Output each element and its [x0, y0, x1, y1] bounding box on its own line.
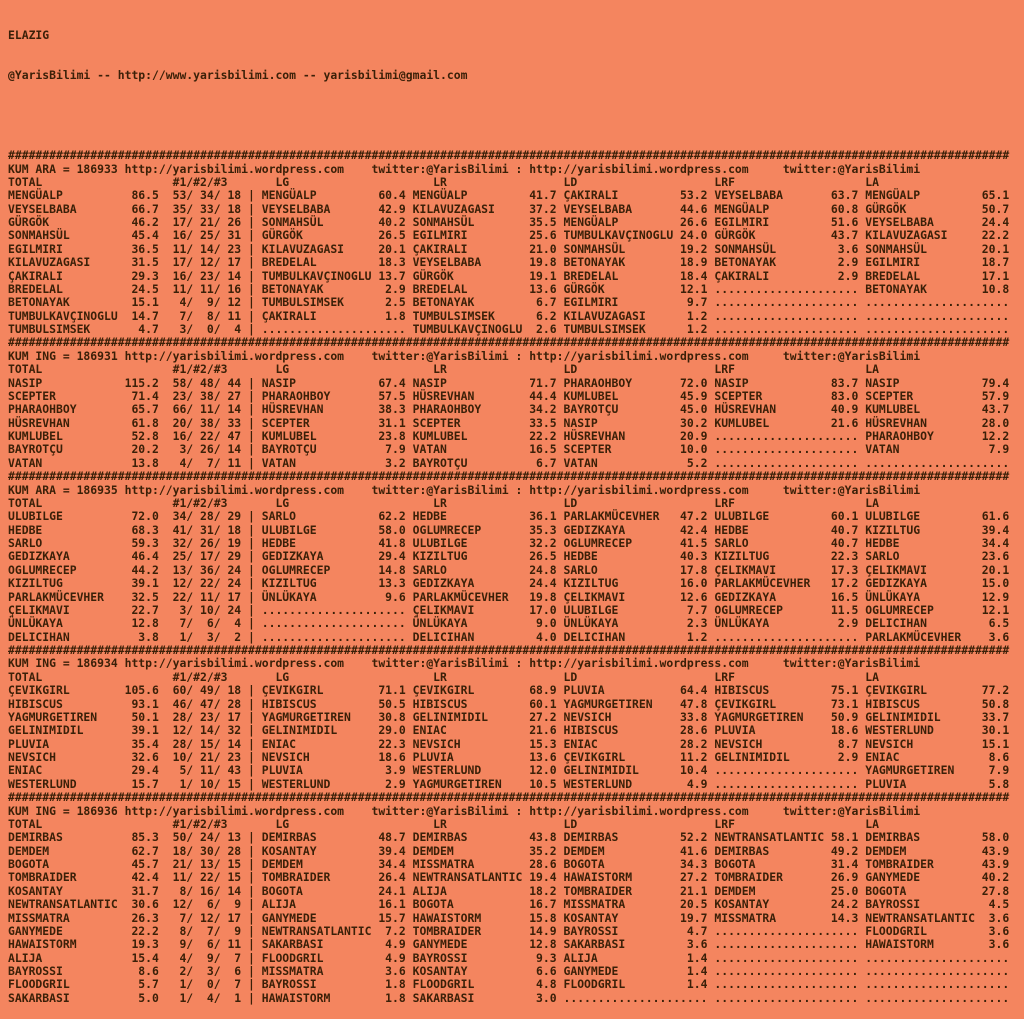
- table-row: TUMBULKAVÇINOGLU 14.7 7/ 8/ 11 | ÇAKIRALI 1.8 TUMBULSIMSEK 6.2 KILAVUZAGASI 1.2 ..................... .....................: [8, 308, 1010, 323]
- table-row: GANYMEDE 22.2 8/ 7/ 9 | NEWTRANSATLANTIC 7.2 TOMBRAIDER 14.9 BAYROSSI 4.7 ..................... FLOODGRIL 3.6: [8, 923, 1010, 938]
- stats-sections: [8, 149, 1024, 1005]
- table-row: PARLAKMÜCEVHER 32.5 22/ 11/ 17 | ÜNLÜKAYA 9.6 PARLAKMÜCEVHER 19.8 ÇELIKMAVI 12.6 GEDIZKAYA 16.5 ÜNLÜKAYA 12.9: [8, 589, 1010, 604]
- table-row: ÇAKIRALI 29.3 16/ 23/ 14 | TUMBULKAVÇINOGLU 13.7 GÜRGÖK 19.1 BREDELAL 18.4 ÇAKIRALI 2.9 BREDELAL 17.1: [8, 268, 1010, 283]
- separator-line: ##################################################################################################################################################: [8, 643, 1010, 657]
- table-row: ALIJA 15.4 4/ 9/ 7 | FLOODGRIL 4.9 BAYROSSI 9.3 ALIJA 1.4 ..................... .....................: [8, 950, 1010, 965]
- table-row: VEYSELBABA 66.7 35/ 33/ 18 | VEYSELBABA 42.9 KILAVUZAGASI 37.2 VEYSELBABA 44.6 MENGÜALP 60.8 GÜRGÖK 50.7: [8, 201, 1010, 216]
- table-row: ENIAC 29.4 5/ 11/ 43 | PLUVIA 3.9 WESTERLUND 12.0 GELINIMIDIL 10.4 ..................... YAGMURGETIREN 7.9: [8, 763, 1010, 778]
- table-row: PLUVIA 35.4 28/ 15/ 14 | ENIAC 22.3 NEVSICH 15.3 ENIAC 28.2 NEVSICH 8.7 NEVSICH 15.1: [8, 736, 1010, 751]
- table-row: SAKARBASI 5.0 1/ 4/ 1 | HAWAISTORM 1.8 SAKARBASI 3.0 ..................... ..................... .....................: [8, 990, 1010, 1005]
- table-row: HAWAISTORM 19.3 9/ 6/ 11 | SAKARBASI 4.9 GANYMEDE 12.8 SAKARBASI 3.6 ..................... HAWAISTORM 3.6: [8, 937, 1010, 952]
- table-row: BAYROTÇU 20.2 3/ 26/ 14 | BAYROTÇU 7.9 VATAN 16.5 SCEPTER 10.0 ..................... VATAN 7.9: [8, 442, 1010, 457]
- table-row: BREDELAL 24.5 11/ 11/ 16 | BETONAYAK 2.9 BREDELAL 13.6 GÜRGÖK 12.1 ..................... BETONAYAK 10.8: [8, 281, 1010, 296]
- table-row: FLOODGRIL 5.7 1/ 0/ 7 | BAYROSSI 1.8 FLOODGRIL 4.8 FLOODGRIL 1.4 ..................... .....................: [8, 977, 1010, 992]
- section-header: KUM ING = 186934 http://yarisbilimi.wordpress.com twitter:@YarisBilimi : http://yarisbilimi.wordpress.com twitter:@YarisBilimi: [8, 656, 921, 671]
- section-header: KUM ARA = 186933 http://yarisbilimi.wordpress.com twitter:@YarisBilimi : http://yarisbilimi.wordpress.com twitter:@YarisBilimi: [8, 161, 921, 176]
- table-row: EGILMIRI 36.5 11/ 14/ 23 | KILAVUZAGASI 20.1 ÇAKIRALI 21.0 SONMAHSÜL 19.2 SONMAHSÜL 3.6 SONMAHSÜL 20.1: [8, 241, 1010, 256]
- table-row: ÇELIKMAVI 22.7 3/ 10/ 24 | ..................... ÇELIKMAVI 17.0 ULUBILGE 7.7 OGLUMRECEP 11.5 OGLUMRECEP 12.1: [8, 602, 1010, 617]
- table-row: DEMIRBAS 85.3 50/ 24/ 13 | DEMIRBAS 48.7 DEMIRBAS 43.8 DEMIRBAS 52.2 NEWTRANSATLANTIC 58.1 DEMIRBAS 58.0: [8, 830, 1010, 845]
- column-header-row: TOTAL #1/#2/#3 LG LR LD LRF LA: [8, 669, 879, 684]
- table-row: ÜNLÜKAYA 12.8 7/ 6/ 4 | ..................... ÜNLÜKAYA 9.0 ÜNLÜKAYA 2.3 ÜNLÜKAYA 2.9 DELICIHAN 6.5: [8, 616, 1010, 631]
- table-row: KIZILTUG 39.1 12/ 22/ 24 | KIZILTUG 13.3 GEDIZKAYA 24.4 KIZILTUG 16.0 PARLAKMÜCEVHER 17.2 GEDIZKAYA 15.0: [8, 576, 1010, 591]
- table-row: MISSMATRA 26.3 7/ 12/ 17 | GANYMEDE 15.7 HAWAISTORM 15.8 KOSANTAY 19.7 MISSMATRA 14.3 NEWTRANSATLANTIC 3.6: [8, 910, 1010, 925]
- table-row: DEMDEM 62.7 18/ 30/ 28 | KOSANTAY 39.4 DEMDEM 35.2 DEMDEM 41.6 DEMIRBAS 49.2 DEMDEM 43.9: [8, 843, 1010, 858]
- table-row: ULUBILGE 72.0 34/ 28/ 29 | SARLO 62.2 HEDBE 36.1 PARLAKMÜCEVHER 47.2 ULUBILGE 60.1 ULUBILGE 61.6: [8, 509, 1010, 524]
- table-row: TUMBULSIMSEK 4.7 3/ 0/ 4 | ..................... TUMBULKAVÇINOGLU 2.6 TUMBULSIMSEK 1.2 ..................... .....................: [8, 322, 1010, 336]
- table-row: BAYROSSI 8.6 2/ 3/ 6 | MISSMATRA 3.6 KOSANTAY 6.6 GANYMEDE 1.4 ..................... .....................: [8, 964, 1010, 978]
- table-row: TOMBRAIDER 42.4 11/ 22/ 15 | TOMBRAIDER 26.4 NEWTRANSATLANTIC 19.4 HAWAISTORM 27.2 TOMBRAIDER 26.9 GANYMEDE 40.2: [8, 870, 1010, 885]
- table-row: KOSANTAY 31.7 8/ 16/ 14 | BOGOTA 24.1 ALIJA 18.2 TOMBRAIDER 21.1 DEMDEM 25.0 BOGOTA 27.8: [8, 883, 1010, 898]
- section-header: KUM ARA = 186935 http://yarisbilimi.wordpress.com twitter:@YarisBilimi : http://yarisbilimi.wordpress.com twitter:@YarisBilimi: [8, 482, 921, 497]
- table-row: GELINIMIDIL 39.1 12/ 14/ 32 | GELINIMIDIL 29.0 ENIAC 21.6 HIBISCUS 28.6 PLUVIA 18.6 WESTERLUND 30.1: [8, 723, 1010, 738]
- separator-line: ##################################################################################################################################################: [8, 469, 1010, 484]
- table-row: OGLUMRECEP 44.2 13/ 36/ 24 | OGLUMRECEP 14.8 SARLO 24.8 SARLO 17.8 ÇELIKMAVI 17.3 ÇELIKMAVI 20.1: [8, 562, 1010, 577]
- table-row: DELICIHAN 3.8 1/ 3/ 2 | ..................... DELICIHAN 4.0 DELICIHAN 1.2 ..................... PARLAKMÜCEVHER 3.6: [8, 629, 1010, 644]
- table-row: GEDIZKAYA 46.4 25/ 17/ 29 | GEDIZKAYA 29.4 KIZILTUG 26.5 HEDBE 40.3 KIZILTUG 22.3 SARLO 23.6: [8, 549, 1010, 564]
- table-row: YAGMURGETIREN 50.1 28/ 23/ 17 | YAGMURGETIREN 30.8 GELINIMIDIL 27.2 NEVSICH 33.8 YAGMURGETIREN 50.9 GELINIMIDIL 33.7: [8, 709, 1010, 724]
- page-location: ELAZIG: [8, 27, 50, 42]
- table-row: HIBISCUS 93.1 46/ 47/ 28 | HIBISCUS 50.5 HIBISCUS 60.1 YAGMURGETIREN 47.8 ÇEVIKGIRL 73.1 HIBISCUS 50.8: [8, 696, 1010, 711]
- table-row: ÇEVIKGIRL 105.6 60/ 49/ 18 | ÇEVIKGIRL 71.1 ÇEVIKGIRL 68.9 PLUVIA 64.4 HIBISCUS 75.1 ÇEVIKGIRL 77.2: [8, 683, 1010, 698]
- table-row: BETONAYAK 15.1 4/ 9/ 12 | TUMBULSIMSEK 2.5 BETONAYAK 6.7 EGILMIRI 9.7 ..................... .....................: [8, 295, 1010, 310]
- table-row: KILAVUZAGASI 31.5 17/ 12/ 17 | BREDELAL 18.3 VEYSELBABA 19.8 BETONAYAK 18.9 BETONAYAK 2.9 EGILMIRI 18.7: [8, 255, 1010, 270]
- column-header-row: TOTAL #1/#2/#3 LG LR LD LRF LA: [8, 495, 879, 510]
- table-row: SONMAHSÜL 45.4 16/ 25/ 31 | GÜRGÖK 26.5 EGILMIRI 25.6 TUMBULKAVÇINOGLU 24.0 GÜRGÖK 43.7 KILAVUZAGASI 22.2: [8, 228, 1010, 243]
- table-row: NASIP 115.2 58/ 48/ 44 | NASIP 67.4 NASIP 71.7 PHARAOHBOY 72.0 NASIP 83.7 NASIP 79.4: [8, 375, 1010, 390]
- column-header-row: TOTAL #1/#2/#3 LG LR LD LRF LA: [8, 816, 879, 831]
- section-header: KUM ING = 186931 http://yarisbilimi.wordpress.com twitter:@YarisBilimi : http://yarisbilimi.wordpress.com twitter:@YarisBilimi: [8, 348, 921, 363]
- table-row: WESTERLUND 15.7 1/ 10/ 15 | WESTERLUND 2.9 YAGMURGETIREN 10.5 WESTERLUND 4.9 ..................... PLUVIA 5.8: [8, 776, 1010, 791]
- table-row: SCEPTER 71.4 23/ 38/ 27 | PHARAOHBOY 57.5 HÜSREVHAN 44.4 KUMLUBEL 45.9 SCEPTER 83.0 SCEPTER 57.9: [8, 388, 1010, 403]
- table-row: PHARAOHBOY 65.7 66/ 11/ 14 | HÜSREVHAN 38.3 PHARAOHBOY 34.2 BAYROTÇU 45.0 HÜSREVHAN 40.9 KUMLUBEL 43.7: [8, 402, 1010, 417]
- separator-line: ##################################################################################################################################################: [8, 148, 1010, 163]
- table-row: KUMLUBEL 52.8 16/ 22/ 47 | KUMLUBEL 23.8 KUMLUBEL 22.2 HÜSREVHAN 20.9 ..................... PHARAOHBOY 12.2: [8, 429, 1010, 443]
- column-header-row: TOTAL #1/#2/#3 LG LR LD LRF LA: [8, 362, 879, 377]
- table-row: BOGOTA 45.7 21/ 13/ 15 | DEMDEM 34.4 MISSMATRA 28.6 BOGOTA 34.3 BOGOTA 31.4 TOMBRAIDER 43.9: [8, 857, 1010, 871]
- table-row: GÜRGÖK 46.2 17/ 21/ 26 | SONMAHSÜL 40.2 SONMAHSÜL 35.5 MENGÜALP 26.6 EGILMIRI 51.6 VEYSELBABA 24.4: [8, 215, 1010, 229]
- table-row: MENGÜALP 86.5 53/ 34/ 18 | MENGÜALP 60.4 MENGÜALP 41.7 ÇAKIRALI 53.2 VEYSELBABA 63.7 MENGÜALP 65.1: [8, 188, 1010, 203]
- separator-line: ##################################################################################################################################################: [8, 335, 1010, 350]
- table-row: VATAN 13.8 4/ 7/ 11 | VATAN 3.2 BAYROTÇU 6.7 VATAN 5.2 ..................... .....................: [8, 455, 1010, 470]
- column-header-row: TOTAL #1/#2/#3 LG LR LD LRF LA: [8, 174, 879, 189]
- table-row: SARLO 59.3 32/ 26/ 19 | HEDBE 41.8 ULUBILGE 32.2 OGLUMRECEP 41.5 SARLO 40.7 HEDBE 34.4: [8, 536, 1010, 550]
- table-row: NEWTRANSATLANTIC 30.6 12/ 6/ 9 | ALIJA 16.1 BOGOTA 16.7 MISSMATRA 20.5 KOSANTAY 24.2 BAYROSSI 4.5: [8, 897, 1010, 912]
- table-row: HÜSREVHAN 61.8 20/ 38/ 33 | SCEPTER 31.1 SCEPTER 33.5 NASIP 30.2 KUMLUBEL 21.6 HÜSREVHAN 28.0: [8, 415, 1010, 430]
- separator-line: ##################################################################################################################################################: [8, 790, 1010, 805]
- section-header: KUM ING = 186936 http://yarisbilimi.wordpress.com twitter:@YarisBilimi : http://yarisbilimi.wordpress.com twitter:@YarisBilimi: [8, 803, 921, 818]
- page-byline: @YarisBilimi -- http://www.yarisbilimi.com -- yarisbilimi@gmail.com: [8, 67, 468, 82]
- table-row: NEVSICH 32.6 10/ 21/ 23 | NEVSICH 18.6 PLUVIA 13.6 ÇEVIKGIRL 11.2 GELINIMIDIL 2.9 ENIAC 8.6: [8, 750, 1010, 764]
- blank-line: [8, 109, 1024, 122]
- table-row: HEDBE 68.3 41/ 31/ 18 | ULUBILGE 58.0 OGLUMRECEP 35.3 GEDIZKAYA 42.4 HEDBE 40.7 KIZILTUG 39.4: [8, 522, 1010, 537]
